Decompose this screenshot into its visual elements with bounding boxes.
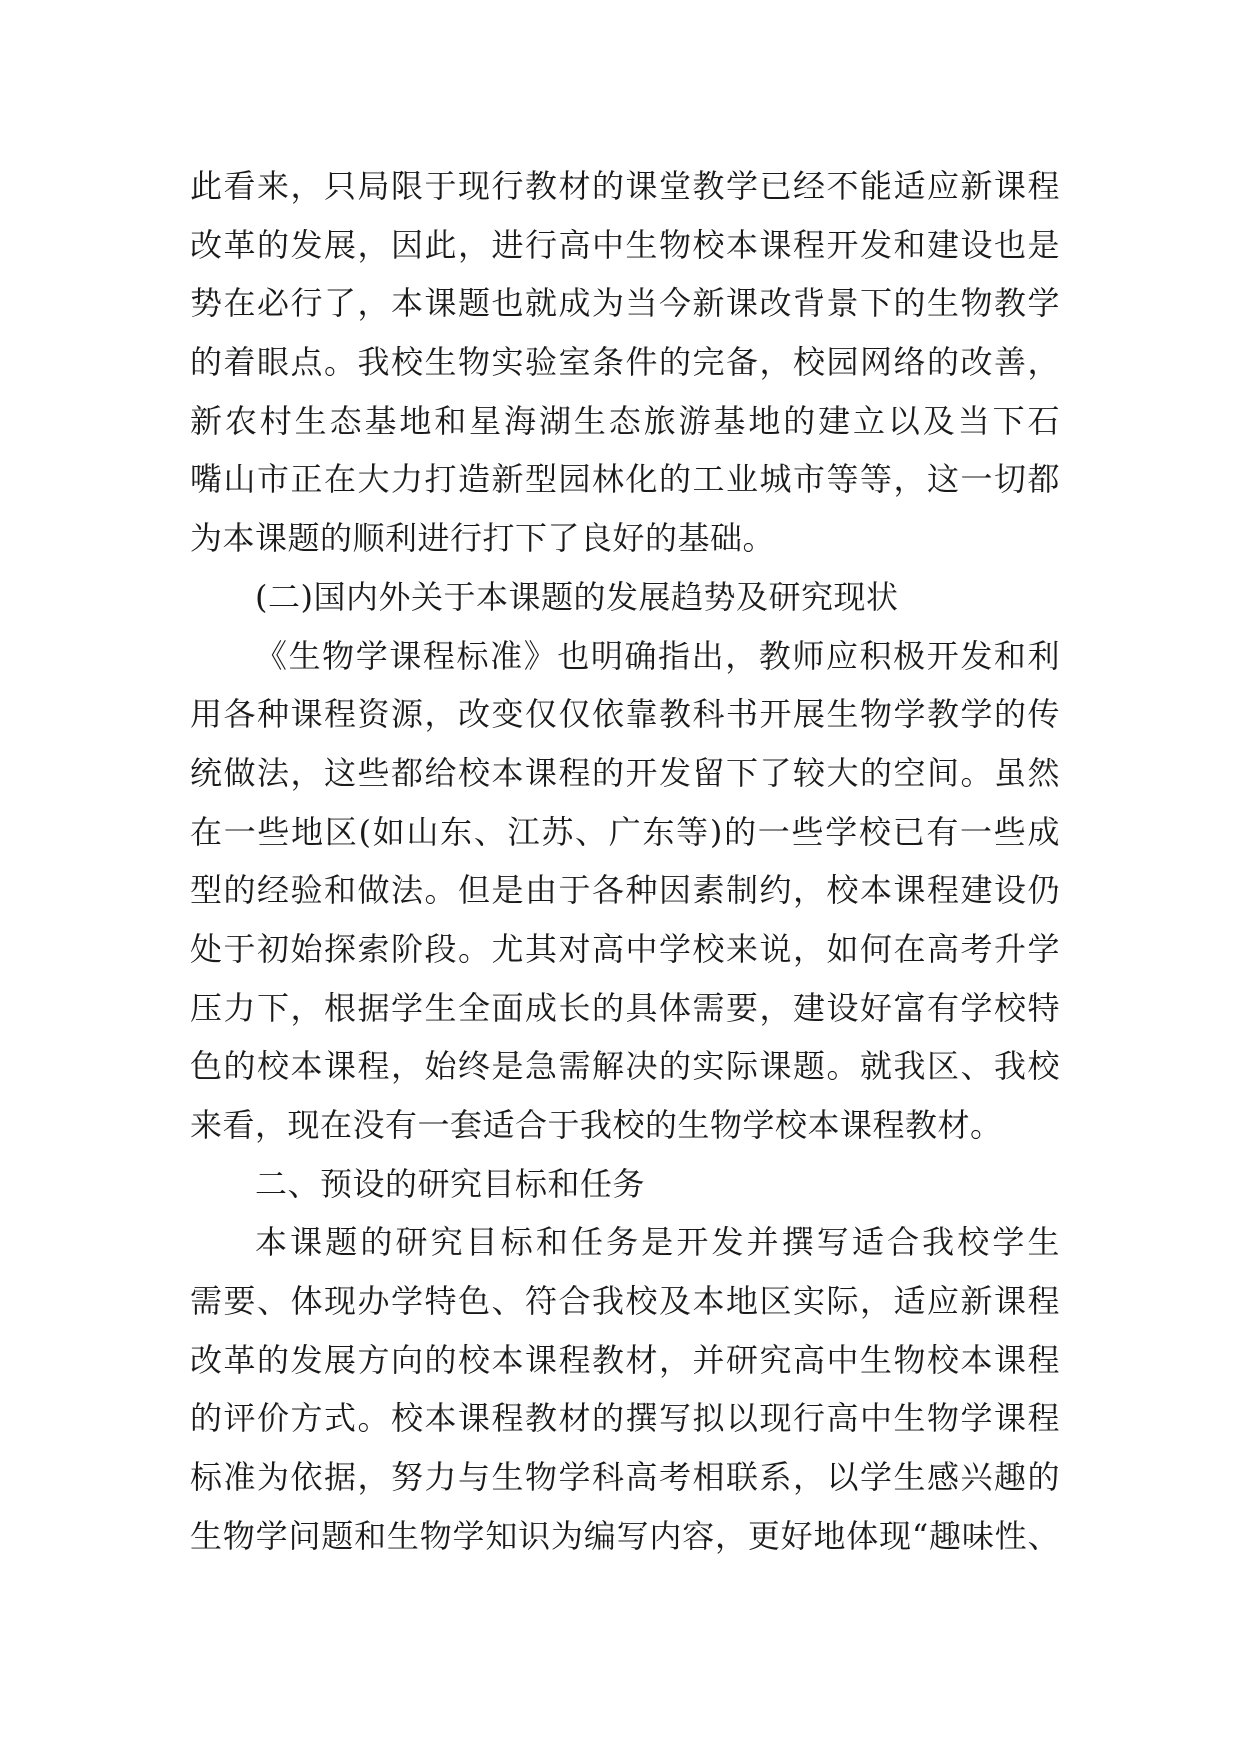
text-line: 势在必行了，本课题也就成为当今新课改背景下的生物教学 (190, 284, 1060, 323)
text-line: 型的经验和做法。但是由于各种因素制约，校本课程建设仍 (190, 871, 1060, 910)
text-line: 需要、体现办学特色、符合我校及本地区实际，适应新课程 (190, 1282, 1060, 1321)
text-line: 的着眼点。我校生物实验室条件的完备，校园网络的改善， (190, 343, 1060, 382)
text-line: 在一些地区(如山东、江苏、广东等)的一些学校已有一些成 (190, 812, 1060, 851)
text-line: 改革的发展方向的校本课程教材，并研究高中生物校本课程 (190, 1340, 1060, 1379)
text-line: 《生物学课程标准》也明确指出，教师应积极开发和利 (255, 636, 1060, 675)
text-line: 处于初始探索阶段。尤其对高中学校来说，如何在高考升学 (190, 929, 1060, 968)
text-line: 新农村生态基地和星海湖生态旅游基地的建立以及当下石 (190, 401, 1060, 440)
text-line: 色的校本课程，始终是急需解决的实际课题。就我区、我校 (190, 1047, 1060, 1086)
text-line: 嘴山市正在大力打造新型园林化的工业城市等等，这一切都 (190, 460, 1060, 499)
text-line: 压力下，根据学生全面成长的具体需要，建设好富有学校特 (190, 988, 1060, 1027)
text-line: 此看来，只局限于现行教材的课堂教学已经不能适应新课程 (190, 167, 1060, 205)
text-line: 标准为依据，努力与生物学科高考相联系，以学生感兴趣的 (190, 1458, 1060, 1497)
text-line: (二)国内外关于本课题的发展趋势及研究现状 (255, 577, 899, 616)
text-line: 的评价方式。校本课程教材的撰写拟以现行高中生物学课程 (190, 1399, 1060, 1438)
text-line: 统做法，这些都给校本课程的开发留下了较大的空间。虽然 (190, 753, 1060, 792)
text-line: 生物学问题和生物学知识为编写内容，更好地体现“趣味性、 (190, 1516, 1060, 1555)
text-line: 本课题的研究目标和任务是开发并撰写适合我校学生 (255, 1223, 1060, 1262)
text-line: 二、预设的研究目标和任务 (255, 1164, 646, 1203)
text-line: 为本课题的顺利进行打下了良好的基础。 (190, 519, 776, 558)
body-text (190, 157, 1060, 1566)
text-line: 改革的发展，因此，进行高中生物校本课程开发和建设也是 (190, 225, 1060, 264)
text-line: 来看，现在没有一套适合于我校的生物学校本课程教材。 (190, 1106, 1003, 1144)
text-line: 用各种课程资源，改变仅仅依靠教科书开展生物学教学的传 (190, 695, 1060, 734)
